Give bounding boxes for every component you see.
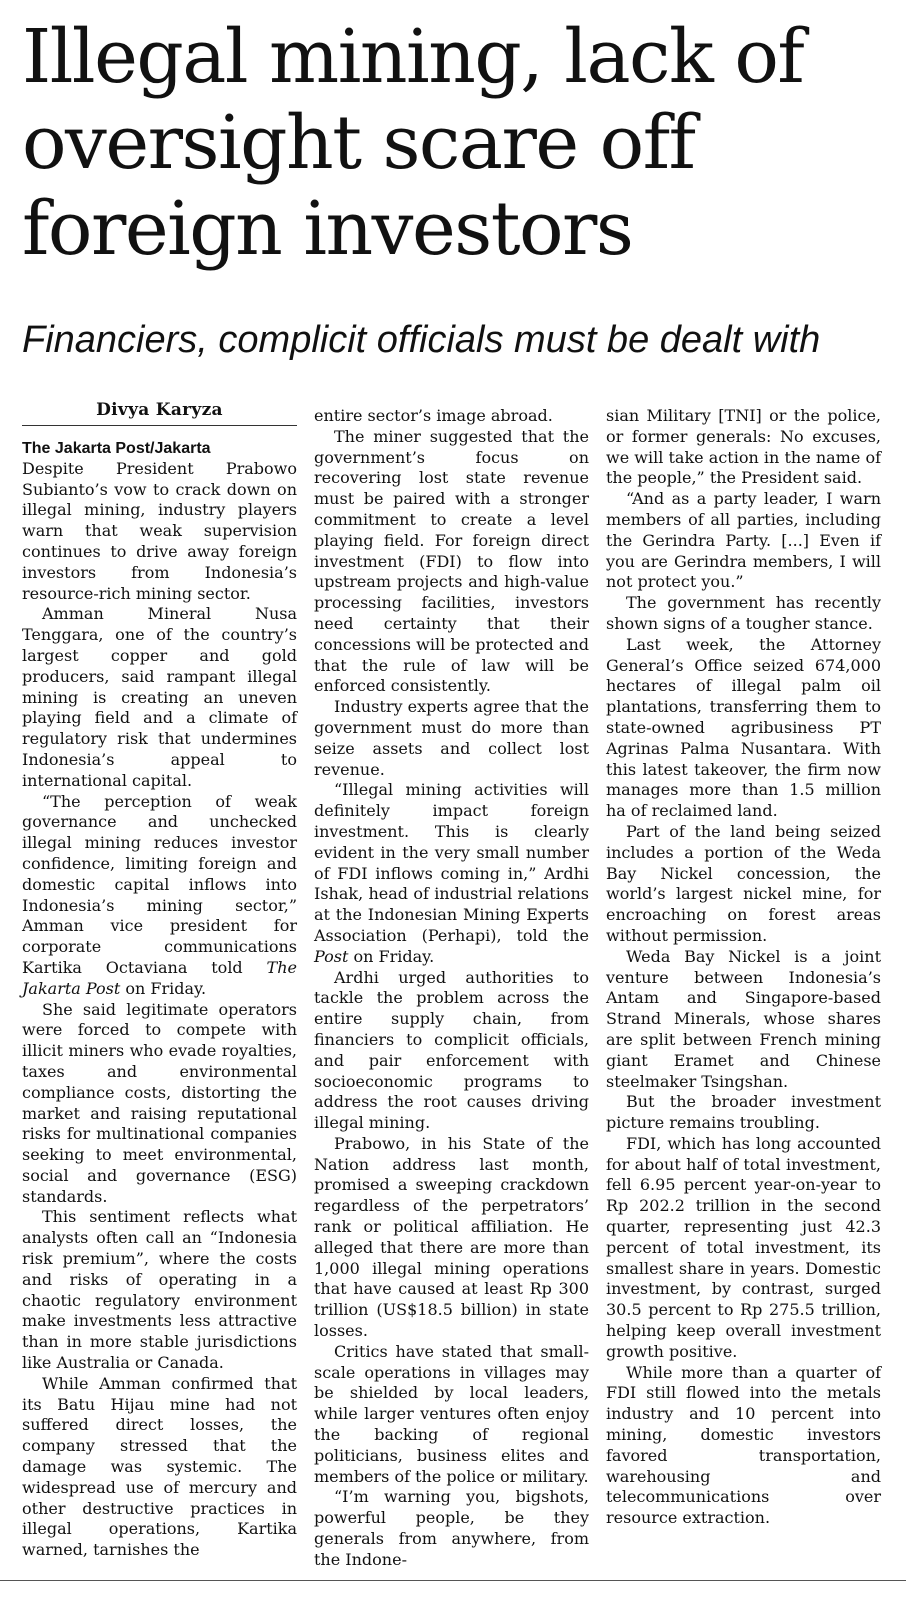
paragraph-text: “Illegal mining activities will definitely impact foreign investment. This is clearly evident in the very small number of FDI inflows coming in,” Ardhi Ishak, head of industrial relations at the Indonesian Mining Experts Association (Perhapi), told the [314, 780, 589, 945]
paragraph: FDI, which has long accounted for about half of total investment, fell 6.95 percent year-on-year to Rp 202.2 trillion in the second quarter, representing just 42.3 percent of total investment, its smallest share in years. Domestic investment, by contrast, surged 30.5 percent to Rp 275.5 trillion, helping keep overall investment growth positive. [606, 1133, 881, 1361]
article-column-1 [22, 400, 297, 1561]
paragraph: Weda Bay Nickel is a joint venture between Indonesia’s Antam and Singapore-based Strand Minerals, whose shares are split between French mining giant Eramet and Chinese steelmaker Tsingshan. [606, 946, 881, 1091]
paragraph: Part of the land being seized includes a portion of the Weda Bay Nickel concession, the world’s largest nickel mine, for encroaching on forest areas without permission. [606, 821, 881, 945]
paragraph: “I’m warning you, bigshots, powerful people, be they generals from anywhere, from the Indone- [314, 1487, 589, 1569]
byline: Divya Karyza [22, 400, 297, 426]
publication-name: Post [314, 946, 349, 966]
headline: Illegal mining, lack of oversight scare off foreign investors [22, 14, 804, 272]
article-column-2 [314, 406, 589, 1571]
paragraph: Ardhi urged authorities to tackle the problem across the entire supply chain, from financiers to complicit officials, and pair enforcement with socioeconomic programs to address the root causes driving illegal mining. [314, 967, 589, 1133]
paragraph: The miner suggested that the government’s focus on recovering lost state revenue must be paired with a stronger commitment to create a level playing field. For foreign direct investment (FDI) to flow into upstream projects and high-value processing facilities, investors need certainty that their concessions will be protected and that the rule of law will be enforced consistently. [314, 426, 589, 696]
paragraph-text: “The perception of weak governance and unchecked illegal mining reduces investor confidence, limiting foreign and domestic capital inflows into Indonesia’s mining sector,” Amman vice president for corporate communications Kartika Octaviana told [22, 791, 297, 977]
paragraph: Prabowo, in his State of the Nation address last month, promised a sweeping crackdown regardless of the perpetrators’ rank or political affiliation. He alleged that there are more than 1,000 illegal mining operations that have caused at least Rp 300 trillion (US$18.5 billion) in state losses. [314, 1133, 589, 1341]
paragraph: Despite President Prabowo Subianto’s vow to crack down on illegal mining, industry players warn that weak supervision continues to drive away foreign investors from Indonesia’s resource-rich mining sector. [22, 458, 297, 603]
paragraph: Last week, the Attorney General’s Office seized 674,000 hectares of illegal palm oil plantations, transferring them to state-owned agribusiness PT Agrinas Palma Nusantara. With this latest takeover, the firm now manages more than 1.5 million ha of reclaimed land. [606, 634, 881, 821]
paragraph: sian Military [TNI] or the police, or former generals: No excuses, we will take action in the name of the people,” the President said. [606, 406, 881, 488]
paragraph: Industry experts agree that the government must do more than seize assets and collect lost revenue. [314, 697, 589, 779]
paragraph: The government has recently shown signs of a tougher stance. [606, 593, 881, 633]
paragraph: But the broader investment picture remains troubling. [606, 1092, 881, 1133]
paragraph: “And as a party leader, I warn members of all parties, including the Gerindra Party. [...] Even if you are Gerindra members, I will not protect you.” [606, 489, 881, 592]
paragraph: Critics have stated that small-scale operations in villages may be shielded by local leaders, while larger ventures often enjoy the backing of regional politicians, business elites and members of the police or military. [314, 1341, 589, 1486]
paragraph: Amman Mineral Nusa Tenggara, one of the country’s largest copper and gold producers, said rampant illegal mining is creating an uneven playing field and a climate of regulatory risk that undermines Indonesia’s appeal to international capital. [22, 604, 297, 790]
paragraph: This sentiment reflects what analysts often call an “Indonesia risk premium”, where the costs and risks of operating in a chaotic regulatory environment make investments less attractive than in more stable jurisdictions like Australia or Canada. [22, 1207, 297, 1373]
paragraph: While more than a quarter of FDI still flowed into the metals industry and 10 percent into mining, domestic investors favored transportation, warehousing and telecommunications over resource extraction. [606, 1362, 881, 1528]
paragraph [22, 792, 297, 1000]
paragraph-text: on Friday. [348, 946, 435, 966]
paragraph: While Amman confirmed that its Batu Hijau mine had not suffered direct losses, the company stressed that the damage was systemic. The widespread use of mercury and other destructive practices in illegal operations, Kartika warned, tarnishes the [22, 1373, 297, 1560]
dateline: The Jakarta Post/Jakarta [22, 439, 211, 457]
paragraph-text: on Friday. [120, 978, 207, 998]
paragraph [314, 780, 589, 967]
bottom-divider [0, 1580, 906, 1581]
publication-name: The Jakarta Post [22, 957, 297, 998]
paragraph: She said legitimate operators were forced to compete with illicit miners who evade royalties, taxes and environmental compliance costs, distorting the market and raising reputational risks for multinational companies seeking to meet environmental, social and governance (ESG) standards. [22, 999, 297, 1206]
deck-subheadline: Financiers, complicit officials must be dealt with [22, 319, 821, 361]
article-column-3 [606, 406, 881, 1529]
paragraph: entire sector’s image abroad. [314, 406, 553, 425]
